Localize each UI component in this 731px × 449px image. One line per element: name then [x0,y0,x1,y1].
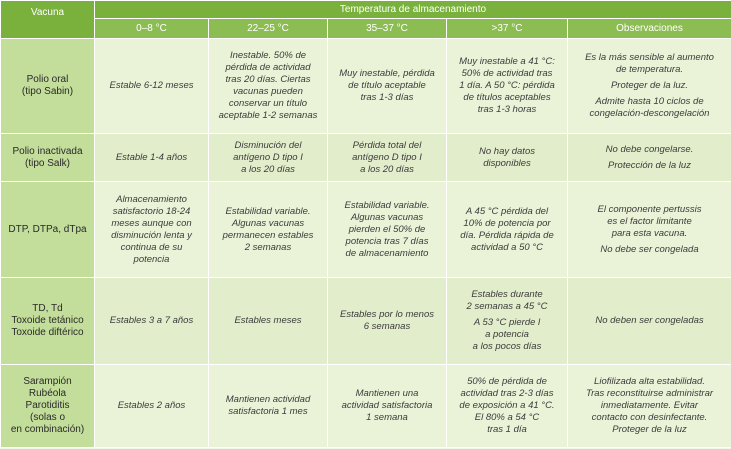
vaccine-name-line: TD, Td [32,303,63,314]
cell-line: meses aunque con [111,217,192,229]
cell-line: pérdida de actividad [225,62,311,73]
cell-line: pierden el 50% de [348,223,426,235]
cell-line: Estable 6-12 meses [109,80,194,91]
cell-line: antígeno D tipo I [352,151,422,163]
cell-line: a los 20 días [241,163,295,175]
cell-0-8 [95,134,209,182]
cell-line: 2 semanas a 45 °C [466,301,548,312]
cell-0-8 [95,39,209,134]
cell-line: Muy inestable, pérdida [339,68,435,79]
cell-line: es el factor limitante [607,215,692,227]
header-col-observaciones: Observaciones [568,19,731,39]
cell-line: 1 semana [366,412,408,423]
cell-line: Pérdida total del [352,139,422,151]
cell-35-37 [328,182,447,278]
cell-over-37 [447,182,568,278]
cell-line: potencia [133,253,170,265]
header-col-over-37: >37 °C [447,19,568,39]
cell-line: a potencia [485,329,529,340]
cell-line: 50% de pérdida de [467,376,547,387]
cell-line: aceptable 1-2 semanas [218,110,318,121]
vaccine-name-line: en combinación) [10,424,85,435]
cell-line: vacunas pueden [233,86,303,97]
cell-line: Disminución del [234,139,302,151]
cell-line: de título aceptable [348,80,426,91]
cell-line: continua de su [120,241,183,253]
table-row [1,134,731,182]
cell-line: Tras reconstituirse administrar [585,388,714,399]
cell-line: Proteger de la luz [612,424,687,435]
cell-line: 10% de potencia por [463,217,551,229]
cell-over-37 [447,134,568,182]
cell-line: a los pocos días [472,341,542,352]
cell-line: Admite hasta 10 ciclos de [595,96,704,107]
cell-line: Liofilizada alta estabilidad. [594,376,705,387]
header-col-22-25: 22–25 °C [209,19,328,39]
cell-35-37 [328,278,447,365]
cell-line: Algunas vacunas [231,217,305,229]
vaccine-name-line: Parotiditis [25,400,70,411]
cell-line: No debe ser congelada [600,243,699,255]
vaccine-name-line: DTP, DTPa, dTpa [8,223,87,235]
cell-0-8 [95,365,209,448]
cell-line: actividad tras 2-3 días [460,388,554,399]
cell-line: de temperatura. [615,64,684,75]
cell-line: Estables 2 años [117,400,186,411]
cell-line: congelación-descongelación [589,108,710,119]
vaccine-name-line: (tipo Sabin) [21,86,74,97]
cell-observaciones [568,39,731,134]
cell-line: A 53 °C pierde l [473,317,541,328]
cell-line: satisfactoria 1 mes [228,406,308,417]
cell-line: Inestable. 50% de [229,50,307,61]
cell-line: No deben ser congeladas [595,315,704,326]
cell-line: Estables por lo menos [340,309,434,320]
cell-22-25 [209,182,328,278]
vaccine-name-line: Polio oral [26,74,69,85]
cell-line: permanecen estables [222,229,314,241]
table-row [1,278,731,365]
vaccine-name-line: (tipo Salk) [24,157,70,169]
cell-line: Mantienen actividad [225,394,311,405]
cell-35-37 [328,365,447,448]
cell-observaciones [568,134,731,182]
cell-line: antígeno D tipo I [233,151,303,163]
cell-line: Estables durante [471,289,543,300]
header-temperatura: Temperatura de almacenamiento [95,1,731,19]
cell-line: Proteger de la luz. [610,80,689,91]
cell-line: actividad satisfactoria [341,400,433,411]
cell-line: Mantienen una [355,388,419,399]
cell-line: actividad a 50 °C [471,241,543,253]
cell-line: Algunas vacunas [350,211,424,223]
vaccine-name-line: Rubéola [28,388,67,399]
cell-22-25 [209,134,328,182]
cell-line: El componente pertussis [597,203,702,215]
cell-35-37 [328,134,447,182]
header-vacuna: Vacuna [1,1,95,39]
cell-observaciones [568,365,731,448]
vaccine-name-cell [1,278,95,365]
cell-line: No debe congelarse. [605,143,694,155]
table-row [1,39,731,134]
vaccine-name-line: Toxoide diftérico [11,327,84,338]
cell-0-8 [95,182,209,278]
cell-line: día. Pérdida rápida de [460,229,554,241]
vaccine-name-line: Toxoide tetánico [11,315,84,326]
cell-line: Estabilidad variable. [225,205,311,217]
cell-line: Muy inestable a 41 °C: [459,56,555,67]
table-row [1,182,731,278]
cell-0-8 [95,278,209,365]
cell-line: inmediatamente. Evitar [600,400,699,411]
cell-line: Protección de la luz [608,159,691,171]
cell-line: Almacenamiento [116,193,187,205]
cell-observaciones [568,278,731,365]
cell-line: 50% de actividad tras [461,68,553,79]
header-col-35-37: 35–37 °C [328,19,447,39]
cell-line: 6 semanas [363,321,411,332]
vaccine-name-cell [1,134,95,182]
cell-line: disponibles [483,157,531,169]
cell-line: 1 día. A 50 °C: pérdida [459,80,555,91]
cell-observaciones [568,182,731,278]
cell-35-37 [328,39,447,134]
cell-line: Estabilidad variable. [344,199,430,211]
cell-line: contacto con desinfectante. [591,412,708,423]
table-row [1,365,731,448]
vaccine-name-cell [1,365,95,448]
cell-line: El 80% a 54 °C [474,412,540,423]
cell-line: Estables meses [234,315,302,326]
cell-line: 2 semanas [244,241,292,253]
vaccine-name-cell [1,39,95,134]
vaccine-name-cell [1,182,95,278]
vaccine-name-line: Sarampión [23,376,72,387]
cell-line: satisfactorio 18-24 [112,205,191,217]
header-col-0-8: 0–8 °C [95,19,209,39]
vaccine-name-line: (solas o [29,412,65,423]
cell-line: para esta vacuna. [611,227,688,239]
cell-22-25 [209,278,328,365]
cell-line: tras 1-3 horas [477,104,537,115]
cell-line: tras 20 días. Ciertas [225,74,311,85]
cell-line: A 45 °C pérdida del [465,205,549,217]
cell-line: de títulos aceptables [463,92,551,103]
cell-line: potencia tras 7 días [345,235,429,247]
cell-line: Estable 1-4 años [115,151,188,163]
cell-over-37 [447,278,568,365]
cell-line: No hay datos [479,145,535,157]
vaccine-name-line: Polio inactivada [12,145,83,157]
cell-line: Es la más sensible al aumento [585,52,714,63]
cell-22-25 [209,39,328,134]
cell-line: tras 1-3 días [360,92,414,103]
cell-over-37 [447,365,568,448]
cell-line: a los 20 días [360,163,414,175]
cell-line: tras 1 día [487,424,527,435]
cell-line: Estables 3 a 7 años [109,315,194,326]
cell-line: de almacenamiento [345,247,429,259]
cell-line: conservar un título [228,98,308,109]
cell-over-37 [447,39,568,134]
cell-22-25 [209,365,328,448]
cell-line: de exposición a 41 °C. [459,400,555,411]
cell-line: disminución lenta y [111,229,192,241]
